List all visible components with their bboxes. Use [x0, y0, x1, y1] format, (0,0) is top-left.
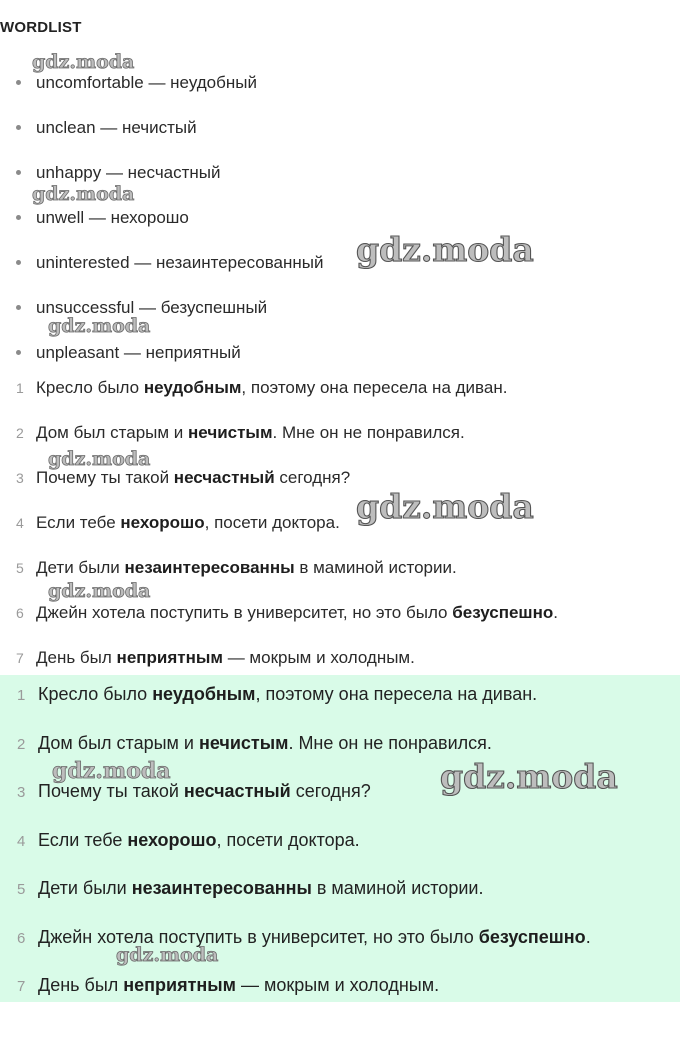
answer-item: [17, 876, 483, 900]
bullet-icon: [16, 260, 21, 265]
bullet-icon: [16, 125, 21, 130]
sentence-text: — мокрым и холодным.: [222, 648, 415, 667]
wordlist-item: [16, 207, 189, 229]
answer-word: безуспешно: [452, 603, 554, 622]
answer-word: неудобным: [143, 378, 242, 397]
answer-word: несчастный: [183, 781, 291, 801]
bullet-icon: [16, 350, 21, 355]
item-number: 2: [16, 425, 24, 441]
item-number: 6: [16, 605, 24, 621]
wordlist-text: unclean — нечистый: [36, 118, 197, 137]
watermark: gdz.moda: [48, 315, 151, 337]
sentence-text: сегодня?: [290, 781, 371, 801]
sentence-text: Кресло было: [36, 378, 144, 397]
sentence-text: Дом был старым и: [36, 423, 189, 442]
wordlist-item: [16, 342, 241, 364]
item-number: 7: [16, 650, 24, 666]
sentence-text: , поэтому она пересела на диван.: [255, 684, 538, 704]
sentence-text: . Мне он не понравился.: [288, 733, 492, 753]
wordlist-heading: WORDLIST: [0, 19, 82, 36]
sentence-text: Если тебе: [38, 830, 128, 850]
wordlist-text: uncomfortable — неудобный: [36, 73, 257, 92]
sentence-item: [16, 647, 415, 669]
item-number: 3: [17, 784, 26, 801]
sentence-text: — мокрым и холодным.: [235, 975, 440, 995]
item-number: 3: [16, 470, 24, 486]
answer-word: безуспешно: [478, 927, 586, 947]
sentence-text: , посети доктора.: [216, 830, 360, 850]
item-number: 2: [17, 736, 26, 753]
answer-word: несчастный: [173, 468, 275, 487]
answer-word: нехорошо: [127, 830, 217, 850]
sentence-text: в маминой истории.: [311, 878, 484, 898]
item-number: 4: [17, 833, 26, 850]
item-number: 5: [16, 560, 24, 576]
sentence-text: День был: [38, 975, 124, 995]
wordlist-item: [16, 252, 324, 274]
sentence-text: Джейн хотела поступить в университет, но это было: [38, 927, 479, 947]
bullet-icon: [16, 170, 21, 175]
bullet-icon: [16, 80, 21, 85]
sentence-text: Дом был старым и: [38, 733, 199, 753]
answer-item: [17, 731, 492, 755]
watermark: gdz.moda: [32, 51, 135, 73]
sentence-text: День был: [36, 648, 117, 667]
sentence-text: , поэтому она пересела на диван.: [241, 378, 508, 397]
answer-word: нечистым: [198, 733, 289, 753]
sentence-text: Почему ты такой: [38, 781, 184, 801]
sentence-item: [16, 602, 558, 624]
sentence-text: Дети были: [36, 558, 125, 577]
watermark: gdz.moda: [356, 230, 534, 269]
watermark: gdz.moda: [32, 183, 135, 205]
answer-word: незаинтересованны: [124, 558, 295, 577]
sentence-item: [16, 377, 507, 399]
item-number: 6: [17, 930, 26, 947]
sentence-item: [16, 512, 340, 534]
sentence-item: [16, 467, 350, 489]
sentence-text: , посети доктора.: [204, 513, 340, 532]
answer-word: неудобным: [152, 684, 256, 704]
answer-word: незаинтересованны: [131, 878, 312, 898]
answer-word: неприятным: [123, 975, 236, 995]
answer-item: [17, 925, 591, 949]
sentence-text: .: [553, 603, 558, 622]
bullet-icon: [16, 305, 21, 310]
answer-word: нечистым: [188, 423, 273, 442]
watermark: gdz.moda: [440, 757, 618, 796]
sentence-item: [16, 422, 465, 444]
wordlist-text: unpleasant — неприятный: [36, 343, 241, 362]
wordlist-text: uninterested — незаинтересованный: [36, 253, 324, 272]
wordlist-item: [16, 117, 197, 139]
watermark: gdz.moda: [356, 487, 534, 526]
sentence-text: Если тебе: [36, 513, 121, 532]
wordlist-text: unhappy — несчастный: [36, 163, 221, 182]
answer-word: нехорошо: [120, 513, 205, 532]
wordlist-item: [16, 72, 257, 94]
watermark: gdz.moda: [116, 944, 219, 966]
bullet-icon: [16, 215, 21, 220]
sentence-text: Кресло было: [38, 684, 153, 704]
sentence-text: сегодня?: [274, 468, 351, 487]
sentence-text: Джейн хотела поступить в университет, но это было: [36, 603, 453, 622]
answer-item: [17, 828, 360, 852]
answer-item: [17, 973, 439, 997]
wordlist-item: [16, 162, 221, 184]
sentence-text: .: [585, 927, 591, 947]
item-number: 1: [17, 687, 26, 704]
item-number: 4: [16, 515, 24, 531]
watermark: gdz.moda: [48, 448, 151, 470]
watermark: gdz.moda: [52, 758, 171, 784]
answer-item: [17, 682, 537, 706]
wordlist-text: unwell — нехорошо: [36, 208, 189, 227]
sentence-text: в маминой истории.: [294, 558, 457, 577]
item-number: 5: [17, 881, 26, 898]
item-number: 7: [17, 978, 26, 995]
watermark: gdz.moda: [48, 580, 151, 602]
sentence-item: [16, 557, 457, 579]
answer-word: неприятным: [116, 648, 223, 667]
item-number: 1: [16, 380, 24, 396]
sentence-text: Дети были: [38, 878, 132, 898]
wordlist-text: unsuccessful — безуспешный: [36, 298, 268, 317]
sentence-text: Почему ты такой: [36, 468, 174, 487]
sentence-text: . Мне он не понравился.: [272, 423, 465, 442]
